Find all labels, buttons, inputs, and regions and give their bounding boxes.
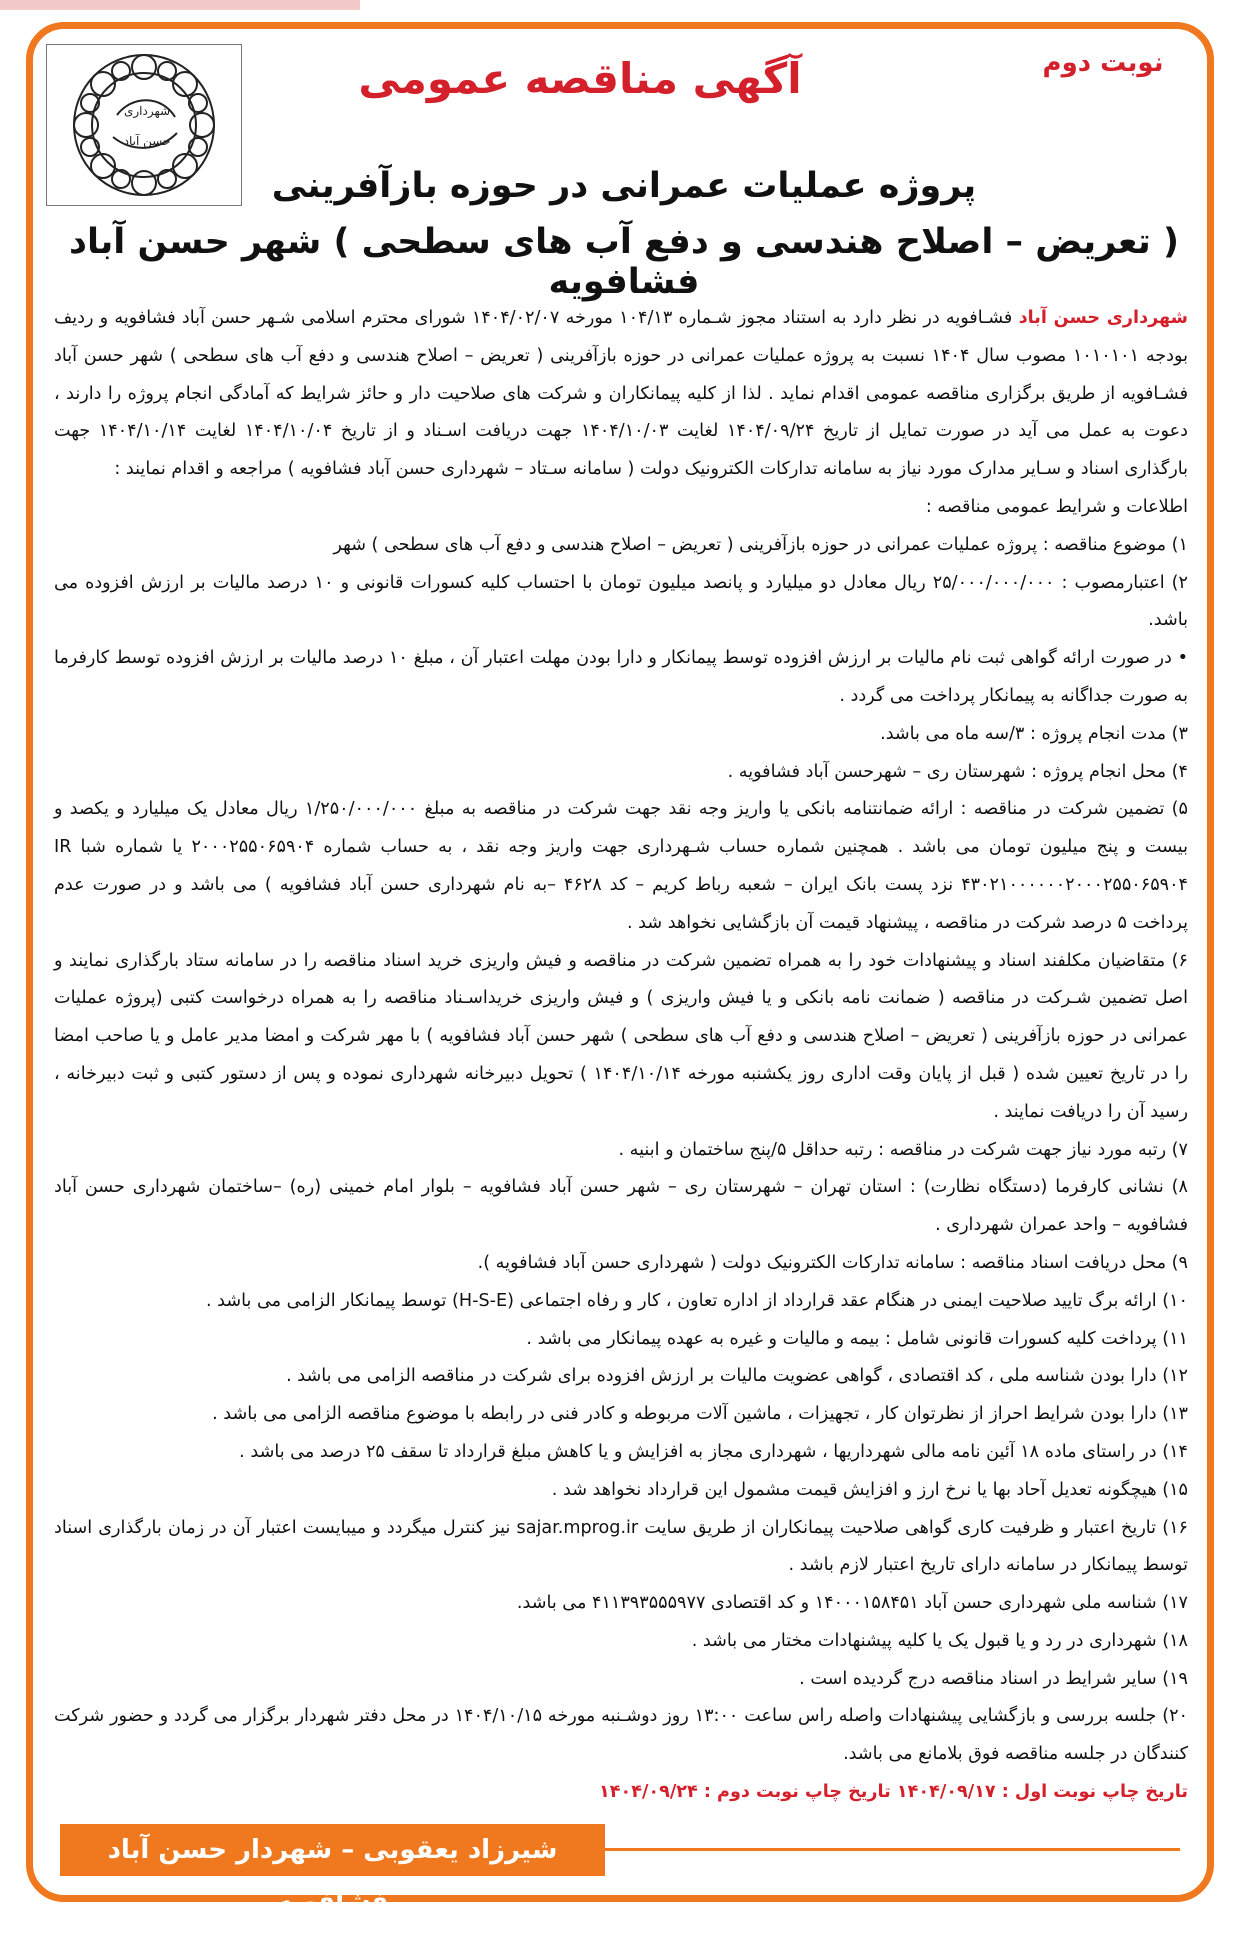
notice-body [54, 300, 1188, 1812]
svg-text:حسن آباد: حسن آباد [123, 134, 171, 148]
condition-item: ۱۶) تاریخ اعتبار و ظرفیت کاری گواهی صلاحیت پیمانکاران از طریق سایت sajar.mprog.ir نیز کنترل میگردد و میبایست اعتبار آن در زمان بارگذاری اسناد توسط پیمانکار در سامانه دارای تاریخ اعتبار لازم باشد . [54, 1517, 1188, 1576]
condition-item: ۱۲) دارا بودن شناسه ملی ، کد اقتصادی ، گواهی عضویت مالیات بر ارزش افزوده برای شرکت در مناقصه الزامی می باشد . [286, 1366, 1188, 1387]
condition-item: ۶) متقاضیان مکلفند اسناد و پیشنهادات خود را به همراه تضمین شرکت در مناقصه و فیش واریزی خرید اسناد مناقصه را در سامانه ستاد بارگذاری نمایند و اصل تضمین شـرکت در مناقصه ( ضمانت نامه بانکی و یا فیش واریزی ) و فیش واریزی خریداسـناد مناقصه را به همراه درخواست کتبی (پروژه عملیات عمرانی در حوزه بازآفرینی ( تعریض – اصلاح هندسی و دفع آب های سطحی ) شهر حسن آباد فشافویه ) با مهر شرکت و امضا مدیر عامل و یا صاحب امضا را در تاریخ تعیین شده ( قبل از پایان وقت اداری روز یکشنبه مورخه ۱۴۰۴/۱۰/۱۴ ) تحویل دبیرخانه شهرداری نموده و پس از دستور کتبی و ثبت دبیرخانه ، رسید آن را دریافت نمایند . [54, 950, 1188, 1122]
condition-item: • در صورت ارائه گواهی ثبت نام مالیات بر ارزش افزوده توسط پیمانکار و دارا بودن مهلت اعتبار آن ، مبلغ ۱۰ درصد مالیات بر ارزش افزوده توسط کارفرما به صورت جداگانه به پیمانکار پرداخت می گردد . [54, 648, 1188, 706]
top-strip [0, 0, 1248, 16]
condition-item: ۱۵) هیچگونه تعدیل آحاد بها یا نرخ ارز و افزایش قیمت مشمول این قرارداد نخواهد شد . [551, 1479, 1188, 1500]
svg-text:شهرداری: شهرداری [123, 104, 171, 118]
condition-item: ۱۹) سایر شرایط در اسناد مناقصه درج گردیده است . [799, 1668, 1188, 1689]
intro-text: فشـافویه در نظر دارد به استناد مجوز شـماره ۱۰۴/۱۳ مورخه ۱۴۰۴/۰۲/۰۷ شورای محترم اسلامی شـهر حسن آباد فشافویه و ردیف بودجه ۱۰۱۰۱۰۱ مصوب سال ۱۴۰۴ نسبت به پروژه عملیات عمرانی در حوزه بازآفرینی ( تعریض – اصلاح هندسی و دفع آب های سطحی ) شهر حسن آباد فشـافویه از طریق برگزاری مناقصه عمومی اقدام نماید . لذا از کلیه پیمانکاران و شرکت های صلاحیت دار و حائز شرایط که آمادگی انجام پروژه را دارند ، دعوت به عمل می آید در صورت تمایل از تاریخ ۱۴۰۴/۰۹/۲۴ لغایت ۱۴۰۴/۱۰/۰۳ جهت دریافت اسـناد و از تاریخ ۱۴۰۴/۱۰/۰۴ لغایت ۱۴۰۴/۱۰/۱۴ جهت بارگذاری اسناد و سـایر مدارک مورد نیاز به سامانه تدارکات الکترونیک دولت ( سامانه سـتاد – شهرداری حسن آباد فشافویه ) مراجعه و اقدام نمایند : [54, 308, 1188, 480]
print-dates: تاریخ چاپ نوبت اول : ۱۴۰۴/۰۹/۱۷ تاریخ چاپ نوبت دوم : ۱۴۰۴/۰۹/۲۴ [599, 1782, 1188, 1803]
condition-item: ۹) محل دریافت اسناد مناقصه : سامانه تدارکات الکترونیک دولت ( شهرداری حسن آباد فشافویه ). [477, 1252, 1188, 1273]
footer-rule [605, 1848, 1180, 1851]
condition-item: ۱۷) شناسه ملی شهرداری حسن آباد ۱۴۰۰۰۱۵۸۴۵۱ و کد اقتصادی ۴۱۱۳۹۳۵۵۵۹۷۷ می باشد. [516, 1593, 1188, 1614]
intro-paragraph [54, 300, 1188, 489]
condition-item: ۱۰) ارائه برگ تایید صلاحیت ایمنی در هنگام عقد قرارداد از اداره تعاون ، کار و رفاه اجتماعی (H-S-E) توسط پیمانکار الزامی می باشد . [205, 1290, 1188, 1311]
condition-item: ۱۱) پرداخت کلیه کسورات قانونی شامل : بیمه و مالیات و غیره به عهده پیمانکار می باشد . [526, 1328, 1188, 1349]
condition-item: ۲۰) جلسه بررسی و بازگشایی پیشنهادات واصله راس ساعت ۱۳:۰۰ روز دوشـنبه مورخه ۱۴۰۴/۱۰/۱۵ در محل دفتر شهردار برگزار می گردد و حضور شرکت کنندگان در جلسه مناقصه فوق بلامانع می باشد. [54, 1706, 1188, 1765]
round-badge: نوبت دوم [1042, 48, 1164, 78]
condition-item: ۱) موضوع مناقصه : پروژه عملیات عمرانی در حوزه بازآفرینی ( تعریض – اصلاح هندسی و دفع آب های سطحی ) شهر [333, 534, 1188, 555]
condition-item: ۱۴) در راستای ماده ۱۸ آئین نامه مالی شهرداریها ، شهرداری مجاز به افزایش و یا کاهش مبلغ قرارداد تا سقف ۲۵ درصد می باشد . [239, 1441, 1188, 1462]
condition-item: ۴) محل انجام پروژه : شهرستان ری – شهرحسن آباد فشافویه . [727, 761, 1188, 782]
condition-item: ۳) مدت انجام پروژه : ۳/سه ماه می باشد. [880, 723, 1188, 744]
condition-item: ۱۸) شهرداری در رد و یا قبول یک یا کلیه پیشنهادات مختار می باشد . [691, 1630, 1188, 1651]
project-subtitle: پروژه عملیات عمرانی در حوزه بازآفرینی [271, 166, 977, 206]
condition-item: ۱۳) دارا بودن شرایط احراز از نظرتوان کار ، تجهیزات ، ماشین آلات مربوطه و کادر فنی در رابطه با موضوع مناقصه الزامی می باشد . [212, 1404, 1188, 1425]
intro-lead: شهرداری حسن آباد [1018, 308, 1188, 328]
conditions-heading: اطلاعات و شرایط عمومی مناقصه : [925, 496, 1188, 517]
condition-item: ۵) تضمین شرکت در مناقصه : ارائه ضمانتنامه بانکی یا واریز وجه نقد جهت شرکت در مناقصه به مبلغ ۱/۲۵۰/۰۰۰/۰۰۰ ریال معادل یک میلیارد و یکصد و بیست و پنج میلیون تومان می باشد . همچنین شماره حساب شـهرداری جهت واریز وجه نقد ، به حساب شماره ۲۰۰۰۲۵۵۰۶۵۹۰۴ یا شماره شبا IR ۴۳۰۲۱۰۰۰۰۰۰۲۰۰۰۲۵۵۰۶۵۹۰۴ نزد پست بانک ایران – شعبه رباط کریم – کد ۴۶۲۸ –به نام شهرداری حسن آباد فشافویه ) می باشد و در صورت عدم پرداخت ۵ درصد شرکت در مناقصه ، پیشنهاد قیمت آن بازگشایی نخواهد شد . [54, 799, 1188, 933]
condition-item: ۸) نشانی کارفرما (دستگاه نظارت) : استان تهران – شهرستان ری – شهر حسن آباد فشافویه – بلوار امام خمینی (ره) –ساختمان شهرداری حسن آباد فشافویه – واحد عمران شهرداری . [54, 1177, 1188, 1236]
condition-item: ۲) اعتبارمصوب : ۲۵/۰۰۰/۰۰۰/۰۰۰ ریال معادل دو میلیارد و پانصد میلیون تومان با احتساب کلیه کسورات قانونی و ۱۰ درصد مالیات بر ارزش افزوده می باشد. [54, 572, 1188, 631]
notice-title: آگهی مناقصه عمومی [358, 54, 802, 103]
condition-item: ۷) رتبه مورد نیاز جهت شرکت در مناقصه : رتبه حداقل ۵/پنج ساختمان و ابنیه . [618, 1139, 1188, 1160]
mayor-signature-banner: شیرزاد یعقوبی – شهردار حسن آباد فشافویه [60, 1824, 605, 1876]
project-subtitle-detail: ( تعریض – اصلاح هندسی و دفع آب های سطحی ) شهر حسن آباد فشافویه [69, 222, 1179, 302]
